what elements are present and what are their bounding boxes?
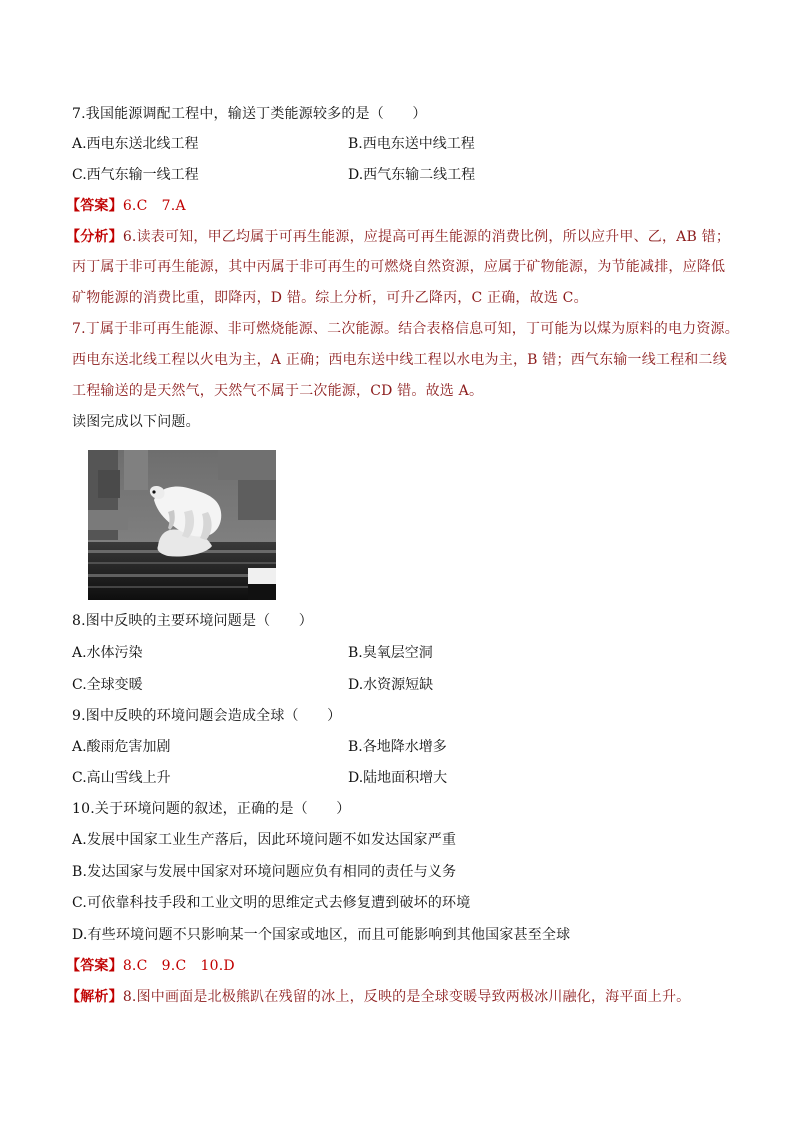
question-7-option-b: B.西电东送中线工程 bbox=[348, 136, 475, 152]
analysis-tag: 【分析】 bbox=[66, 229, 123, 245]
reading-instruction: 读图完成以下问题。 bbox=[72, 414, 200, 430]
answer-tag: 【答案】 bbox=[66, 198, 123, 214]
question-10-option-d: D.有些环境问题不只影响某一个国家或地区，而且可能影响到其他国家甚至全球 bbox=[72, 927, 571, 943]
answer-tag: 【答案】 bbox=[66, 958, 123, 974]
analysis-text: 6.读表可知，甲乙均属于可再生能源，应提高可再生能源的消费比例，所以应升甲、乙，AB 错； bbox=[122, 229, 731, 245]
analysis-line-3: 矿物能源的消费比重，即降丙，D 错。综上分析，可升乙降丙，C 正确，故选 C。 bbox=[72, 290, 588, 306]
question-8-option-a: A.水体污染 bbox=[72, 645, 143, 661]
question-7-option-a: A.西电东送北线工程 bbox=[72, 136, 199, 152]
polar-bear-photo bbox=[88, 450, 276, 600]
question-9-option-d: D.陆地面积增大 bbox=[348, 770, 448, 786]
analysis-block-2 bbox=[66, 987, 690, 1007]
question-10-option-a: A.发展中国家工业生产落后，因此环境问题不如发达国家严重 bbox=[72, 832, 457, 848]
answer-text: 8.C 9.C 10.D bbox=[122, 958, 235, 974]
question-10-stem: 10.关于环境问题的叙述，正确的是（ ） bbox=[72, 801, 351, 817]
question-8-option-b: B.臭氧层空洞 bbox=[348, 645, 433, 661]
question-7-option-c: C.西气东输一线工程 bbox=[72, 167, 199, 183]
question-8-option-d: D.水资源短缺 bbox=[348, 677, 434, 693]
question-7-option-d: D.西气东输二线工程 bbox=[348, 167, 476, 183]
question-9-option-b: B.各地降水增多 bbox=[348, 739, 447, 755]
answer-block-1 bbox=[66, 196, 186, 216]
answer-block-2 bbox=[66, 956, 235, 976]
analysis-text: 8.图中画面是北极熊趴在残留的冰上，反映的是全球变暖导致两极冰川融化，海平面上升。 bbox=[122, 989, 691, 1005]
question-8-option-c: C.全球变暖 bbox=[72, 677, 143, 693]
question-9-option-a: A.酸雨危害加剧 bbox=[72, 739, 171, 755]
analysis-line-2: 丙丁属于非可再生能源，其中丙属于非可再生的可燃烧自然资源，应属于矿物能源，为节能减排，应降低 bbox=[72, 259, 726, 275]
question-9-stem: 9.图中反映的环境问题会造成全球（ ） bbox=[72, 708, 342, 724]
analysis-line-1 bbox=[66, 227, 730, 247]
question-8-stem: 8.图中反映的主要环境问题是（ ） bbox=[72, 613, 313, 629]
question-7-stem: 7.我国能源调配工程中，输送丁类能源较多的是（ ） bbox=[72, 106, 427, 122]
analysis-line-6: 工程输送的是天然气，天然气不属于二次能源，CD 错。故选 A。 bbox=[72, 383, 484, 399]
analysis-line-5: 西电东送北线工程以火电为主，A 正确；西电东送中线工程以水电为主，B 错；西气东输一线工程和二线 bbox=[72, 352, 727, 368]
question-10-option-b: B.发达国家与发展中国家对环境问题应负有相同的责任与义务 bbox=[72, 864, 457, 880]
question-9-option-c: C.高山雪线上升 bbox=[72, 770, 171, 786]
answer-text: 6.C 7.A bbox=[122, 198, 186, 214]
analysis-tag: 【解析】 bbox=[66, 989, 123, 1005]
analysis-line-4: 7.丁属于非可再生能源、非可燃烧能源、二次能源。结合表格信息可知，丁可能为以煤为原料的电力资源。 bbox=[72, 321, 739, 337]
question-10-option-c: C.可依靠科技手段和工业文明的思维定式去修复遭到破坏的环境 bbox=[72, 895, 471, 911]
